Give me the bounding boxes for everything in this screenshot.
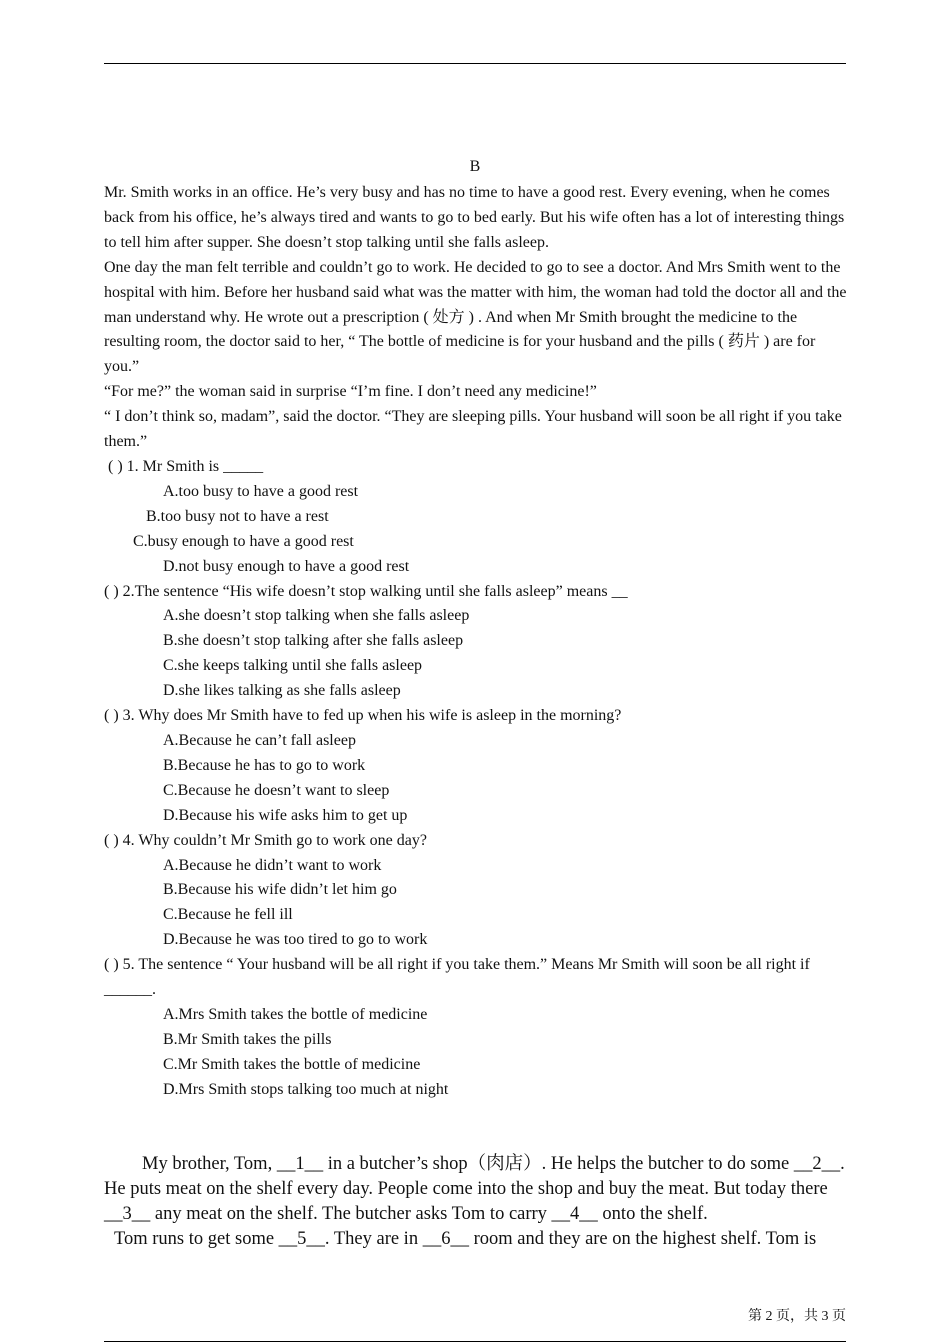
option-a: A.Because he can’t fall asleep (163, 731, 356, 749)
option-b: B.Because he has to go to work (163, 756, 366, 774)
option-d: D.she likes talking as she falls asleep (163, 682, 401, 700)
reading-passage (104, 181, 849, 455)
option-c: C.Because he fell ill (163, 906, 293, 924)
cloze-passage (104, 1152, 849, 1252)
page-number: 第 2 页，共 3 页 (748, 1309, 846, 1324)
option-c: C.Because he doesn’t want to sleep (163, 781, 390, 799)
section-title: B (469, 158, 481, 175)
header-rule (104, 63, 846, 64)
option-b: B.Because his wife didn’t let him go (163, 881, 397, 899)
option-d: D.not busy enough to have a good rest (163, 557, 410, 575)
option-c: C.Mr Smith takes the bottle of medicine (163, 1055, 421, 1073)
passage-paragraph: Mr. Smith works in an office. He’s very busy and has no time to have a good rest. Every evening, when he comes back from his office, he’s always tired and wants to go to bed early. But his wife often has a lot of interesting things to tell him after supper. She doesn’t stop talking until she falls asleep. (104, 184, 845, 251)
option-b: B.she doesn’t stop talking after she falls asleep (163, 632, 464, 650)
footer-rule (104, 1341, 846, 1342)
question-stem: ( ) 3. Why does Mr Smith have to fed up when his wife is asleep in the morning? (104, 707, 622, 725)
cloze-paragraph: Tom runs to get some __5__. They are in __6__ room and they are on the highest shelf. Tom is (114, 1229, 817, 1249)
option-d: D.Mrs Smith stops talking too much at night (163, 1080, 449, 1098)
question-stem: ( ) 2.The sentence “His wife doesn’t stop walking until she falls asleep” means __ (104, 582, 628, 600)
option-a: A.she doesn’t stop talking when she falls asleep (163, 607, 470, 625)
option-b: B.too busy not to have a rest (146, 507, 329, 525)
option-b: B.Mr Smith takes the pills (163, 1030, 332, 1048)
cloze-paragraph: My brother, Tom, __1__ in a butcher’s shop（肉店）. He helps the butcher to do some __2__. He puts meat on the shelf every day. People come into the shop and buy the meat. But today there __3__ any meat on the shelf. The butcher asks Tom to carry __4__ onto the shelf. (104, 1154, 845, 1224)
option-a: A.Because he didn’t want to work (163, 856, 382, 874)
option-d: D.Because his wife asks him to get up (163, 806, 408, 824)
question-stem: ( ) 1. Mr Smith is _____ (108, 458, 264, 475)
passage-paragraph: One day the man felt terrible and couldn’t go to work. He decided to go to see a doctor. And Mrs Smith went to the hospital with him. Before her husband said what was the matter with him, the woman had told the doctor all and the man understand why. He wrote out a prescription ( 处方 ) . And when Mr Smith brought the medicine to the resulting room, the doctor said to her, “ The bottle of medicine is for your husband and the pills ( 药片 ) are for you.” (104, 258, 847, 376)
passage-paragraph: “For me?” the woman said in surprise “I’m fine. I don’t need any medicine!” (104, 383, 597, 401)
option-a: A.too busy to have a good rest (163, 482, 359, 500)
passage-paragraph: “ I don’t think so, madam”, said the doctor. “They are sleeping pills. Your husband will soon be all right if you take them.” (104, 408, 842, 451)
question-stem: ( ) 4. Why couldn’t Mr Smith go to work one day? (104, 831, 427, 849)
option-c: C.busy enough to have a good rest (133, 532, 354, 550)
question-list (104, 455, 849, 1103)
option-d: D.Because he was too tired to go to work (163, 931, 428, 949)
option-a: A.Mrs Smith takes the bottle of medicine (163, 1005, 428, 1023)
option-c: C.she keeps talking until she falls asleep (163, 657, 423, 675)
question-stem: ( ) 5. The sentence “ Your husband will be all right if you take them.” Means Mr Smith will soon be all right if ______. (104, 956, 810, 999)
